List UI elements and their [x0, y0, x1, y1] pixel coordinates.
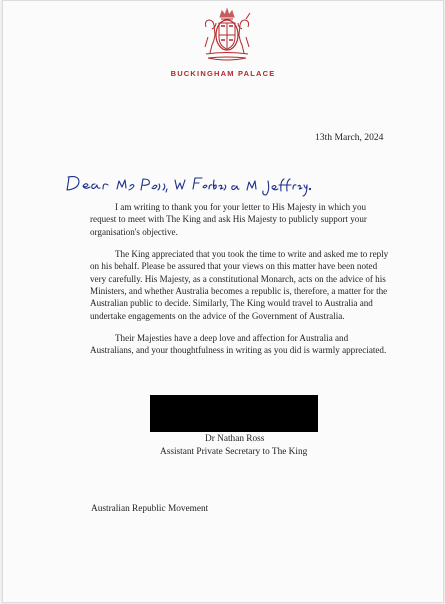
royal-coat-of-arms-icon	[200, 7, 254, 63]
handwritten-salutation	[63, 169, 313, 199]
body-paragraph: I am writing to thank you for your letter to His Majesty in which you request to meet with The King and ask His Majesty to publicly support your organisation's objective.	[90, 202, 367, 237]
letterhead-title: BUCKINGHAM PALACE	[170, 69, 276, 78]
recipient-organisation: Australian Republic Movement	[91, 504, 209, 514]
letter-body	[90, 201, 390, 366]
letter-date: 13th March, 2024	[315, 132, 384, 143]
signatory-name: Dr Nathan Ross	[205, 434, 265, 444]
letter-page	[2, 0, 444, 603]
signatory-title: Assistant Private Secretary to The King	[160, 447, 308, 457]
body-paragraph: Their Majesties have a deep love and affection for Australia and Australians, and your thoughtfulness in writing as you did is warmly appreciated.	[90, 332, 387, 356]
body-paragraph: The King appreciated that you took the time to write and asked me to reply on his behalf. Please be assured that your views on this matter have been noted very carefully. His Majesty, as a constitutional Monarch, acts on the advice of his Ministers, and whether Australia becomes a republic is, therefore, a matter for the Australian public to decide. Similarly, The King would travel to Australia and undertake engagements on the advice of the Government of Australia.	[90, 248, 389, 321]
redacted-signature-block	[150, 395, 318, 432]
